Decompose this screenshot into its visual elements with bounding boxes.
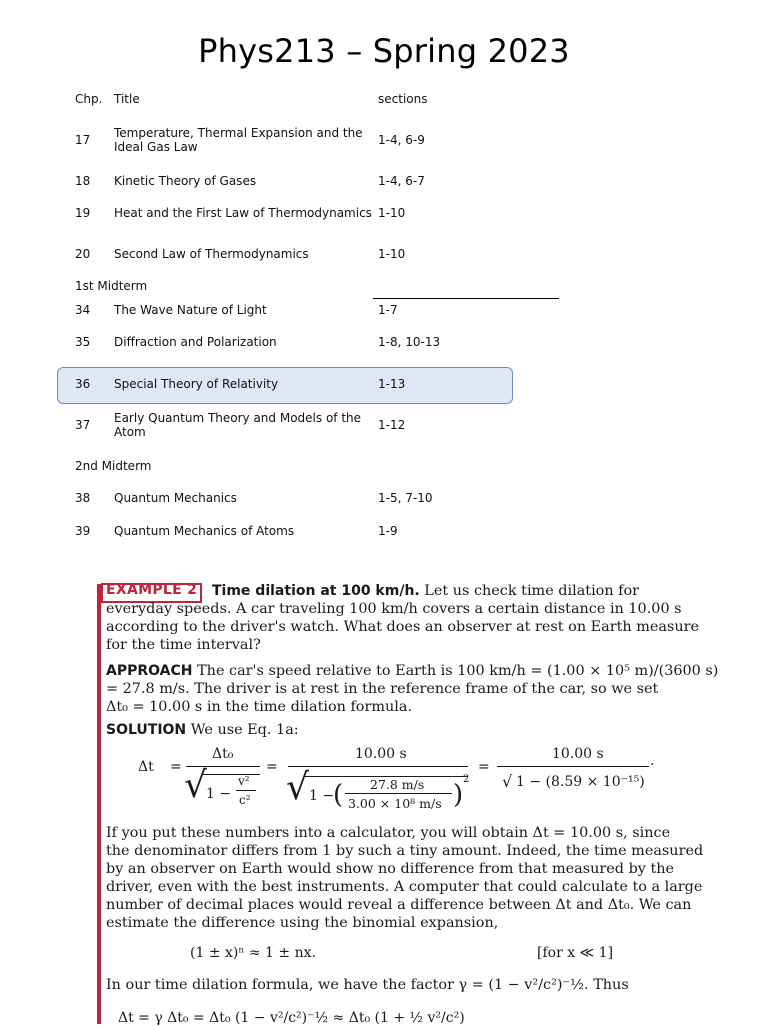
row-chapter: 37	[75, 418, 91, 432]
approach-label: APPROACH	[106, 663, 193, 679]
page-title: Phys213 – Spring 2023	[198, 32, 570, 70]
example-text-line: everyday speeds. A car traveling 100 km/h covers a certain distance in 10.00 s	[106, 601, 682, 617]
eq-equals: =	[266, 759, 278, 775]
eq-period: .	[650, 753, 655, 769]
eq-equals: =	[478, 759, 490, 775]
paren-right: )	[453, 780, 464, 810]
binomial-condition: [for x ≪ 1]	[537, 945, 614, 961]
approach-line	[106, 662, 719, 680]
body-text-line: driver, even with the best instruments. A computer that could calculate to a large	[106, 879, 703, 895]
row-chapter: 19	[75, 206, 91, 220]
body-text-line: the denominator differs from 1 by such a tiny amount. Indeed, the time measured	[106, 843, 704, 859]
row-sections: 1-10	[378, 206, 406, 220]
eq-speed-value: 27.8 m/s	[370, 777, 425, 792]
example-tag: EXAMPLE 2	[106, 582, 198, 598]
example-accent-bar	[97, 584, 101, 1024]
eq-velocity: v²	[238, 774, 250, 788]
example-text-line: according to the driver's watch. What does an observer at rest on Earth measure	[106, 619, 700, 635]
header-chapter: Chp.	[75, 92, 103, 106]
row-title-cont: Atom	[114, 425, 146, 439]
row-chapter: 17	[75, 133, 91, 147]
eq-exponent: 2	[463, 774, 470, 785]
eq-numerator: Δt₀	[212, 746, 234, 762]
row-title: The Wave Nature of Light	[114, 303, 267, 317]
row-chapter: 34	[75, 303, 91, 317]
eq-inner-bar	[236, 790, 256, 791]
header-sections: sections	[378, 92, 428, 106]
solution-text: We use Eq. 1a:	[186, 722, 299, 738]
approach-text-line: Δt₀ = 10.00 s in the time dilation formula.	[106, 699, 413, 715]
eq-fraction-bar	[288, 766, 468, 767]
row-title: Quantum Mechanics	[114, 491, 237, 505]
row-title: Heat and the First Law of Thermodynamics	[114, 206, 372, 220]
row-sections: 1-13	[378, 377, 406, 391]
row-title-cont: Ideal Gas Law	[114, 140, 198, 154]
body-text-line: estimate the difference using the binomial expansion,	[106, 915, 499, 931]
row-sections: 1-4, 6-9	[378, 133, 425, 147]
eq-equals: =	[170, 759, 182, 775]
textbook-example	[0, 578, 768, 1024]
eq-c-value: 3.00 × 10⁸ m/s	[348, 796, 442, 811]
row-sections: 1-12	[378, 418, 406, 432]
body-text-line: If you put these numbers into a calculator, you will obtain Δt = 10.00 s, since	[106, 825, 671, 841]
row-chapter: 39	[75, 524, 91, 538]
solution-label: SOLUTION	[106, 722, 187, 738]
eq-lhs: Δt	[138, 759, 154, 775]
body-text-line: number of decimal places would reveal a difference between Δt and Δt₀. We can	[106, 897, 692, 913]
row-title: Temperature, Thermal Expansion and the	[114, 126, 363, 140]
eq-light-speed: c²	[239, 793, 251, 807]
row-chapter: 35	[75, 335, 91, 349]
divider-line	[373, 298, 559, 299]
row-chapter: 18	[75, 174, 91, 188]
paren-left: (	[333, 780, 344, 810]
row-sections: 1-10	[378, 247, 406, 261]
row-chapter: 36	[75, 377, 91, 391]
row-sections: 1-5, 7-10	[378, 491, 433, 505]
row-title: Second Law of Thermodynamics	[114, 247, 309, 261]
eq-numerator: 10.00 s	[552, 746, 604, 762]
partial-equation: Δt = γ Δt₀ = Δt₀ (1 − v²/c²)⁻½ ≈ Δt₀ (1 + ½ v²/c²)	[118, 1010, 465, 1026]
sqrt-symbol: √	[502, 772, 513, 791]
eq-numerator: 10.00 s	[355, 746, 407, 762]
solution-line	[106, 721, 654, 739]
example-intro-text: Let us check time dilation for	[419, 583, 640, 599]
sqrt-overline	[203, 774, 260, 775]
body-text-line: by an observer on Earth would show no difference from that measured by the	[106, 861, 675, 877]
row-title: Kinetic Theory of Gases	[114, 174, 257, 188]
midterm-label: 2nd Midterm	[75, 459, 152, 473]
header-title: Title	[114, 92, 140, 106]
binomial-formula: (1 ± x)ⁿ ≈ 1 ± nx.	[190, 945, 316, 961]
eq-denominator-term: 1 −	[206, 786, 232, 802]
eq-denominator-term: 1 −	[309, 788, 335, 804]
row-title: Early Quantum Theory and Models of the	[114, 411, 362, 425]
row-sections: 1-4, 6-7	[378, 174, 425, 188]
sqrt-symbol: √	[184, 765, 207, 806]
eq-fraction-bar	[497, 766, 649, 767]
approach-text-line: = 27.8 m/s. The driver is at rest in the reference frame of the car, so we set	[106, 681, 659, 697]
row-sections: 1-9	[378, 524, 398, 538]
row-title: Special Theory of Relativity	[114, 377, 279, 391]
example-text-line: for the time interval?	[106, 637, 261, 653]
row-title: Quantum Mechanics of Atoms	[114, 524, 295, 538]
row-chapter: 20	[75, 247, 91, 261]
row-title: Diffraction and Polarization	[114, 335, 277, 349]
row-sections: 1-8, 10-13	[378, 335, 441, 349]
gamma-line: In our time dilation formula, we have the factor γ = (1 − v²/c²)⁻½. Thus	[106, 977, 629, 993]
row-chapter: 38	[75, 491, 91, 505]
midterm-label: 1st Midterm	[75, 279, 148, 293]
approach-text: The car's speed relative to Earth is 100 km/h = (1.00 × 10⁵ m)/(3600 s)	[192, 663, 719, 679]
eq-inner-bar	[345, 793, 452, 794]
example-heading: Time dilation at 100 km/h.	[212, 583, 420, 599]
row-sections: 1-7	[378, 303, 398, 317]
sqrt-symbol: √	[286, 767, 309, 808]
example-intro	[212, 582, 652, 600]
eq-denominator-term: 1 − (8.59 × 10⁻¹⁵)	[516, 774, 645, 790]
